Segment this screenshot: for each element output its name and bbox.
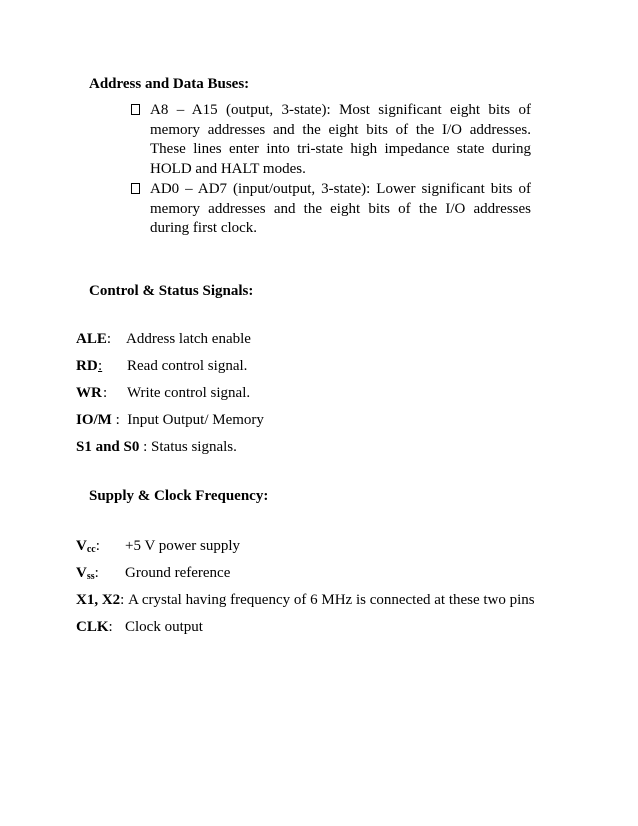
- signal-name: IO/M: [76, 412, 112, 428]
- signal-row-io-m: [76, 412, 264, 429]
- signal-name: S1 and S0: [76, 439, 140, 455]
- signal-name: RD: [76, 358, 98, 374]
- signal-desc: Read control signal.: [127, 358, 248, 374]
- signal-sep: :: [115, 412, 120, 428]
- signal-row-vss: [76, 565, 99, 582]
- signal-desc: Ground reference: [125, 565, 231, 581]
- signal-sep: :: [103, 385, 108, 401]
- signal-sep: :: [98, 358, 103, 374]
- bullet-text: AD0 – AD7 (input/output, 3-state): Lower significant bits of memory addresses and the eight bits of the I/O addresses during first clock.: [150, 181, 531, 236]
- signal-row-x1-x2: [76, 592, 535, 609]
- signal-name: CLK: [76, 619, 109, 635]
- section-title-supply-clock: Supply & Clock Frequency:: [89, 488, 269, 504]
- missing-glyph-bullet-icon: [131, 104, 140, 115]
- signal-row-vcc: [76, 538, 100, 555]
- signal-sep: :: [120, 592, 125, 608]
- signal-sep: :: [108, 619, 113, 635]
- signal-row-clk: [76, 619, 113, 636]
- signal-name: X1, X2: [76, 592, 121, 608]
- section-title-control-status: Control & Status Signals:: [89, 283, 254, 299]
- signal-row-wr: [76, 385, 102, 402]
- signal-row-ale: [76, 331, 111, 348]
- signal-desc: A crystal having frequency of 6 MHz is connected at these two pins: [128, 592, 535, 608]
- bullet-item: [131, 101, 531, 179]
- signal-name: WR: [76, 385, 102, 401]
- signal-subscript: ss: [86, 571, 95, 582]
- signal-desc: Address latch enable: [126, 331, 251, 347]
- signal-sep: :: [106, 331, 112, 347]
- signal-sep: :: [143, 439, 148, 455]
- signal-sep: :: [95, 538, 100, 554]
- missing-glyph-bullet-icon: [131, 183, 140, 194]
- signal-desc: Write control signal.: [127, 385, 251, 401]
- signal-name: V: [76, 565, 87, 581]
- section-title-address-data: Address and Data Buses:: [89, 76, 250, 92]
- signal-row-s1-s0: [76, 439, 237, 456]
- signal-desc: Input Output/ Memory: [127, 412, 264, 428]
- signal-name: V: [76, 538, 87, 554]
- signal-desc: +5 V power supply: [125, 538, 240, 554]
- signal-subscript: cc: [86, 544, 96, 555]
- signal-name: ALE: [76, 331, 107, 347]
- bullet-item: [131, 180, 531, 239]
- signal-sep: :: [94, 565, 99, 581]
- signal-desc: Status signals.: [151, 439, 237, 455]
- signal-desc: Clock output: [125, 619, 203, 635]
- bullet-text: A8 – A15 (output, 3-state): Most significant eight bits of memory addresses and the eight bits of the I/O addresses. These lines enter into tri-state high impedance state during HOLD and HALT modes.: [150, 102, 531, 177]
- signal-row-rd: [76, 358, 98, 375]
